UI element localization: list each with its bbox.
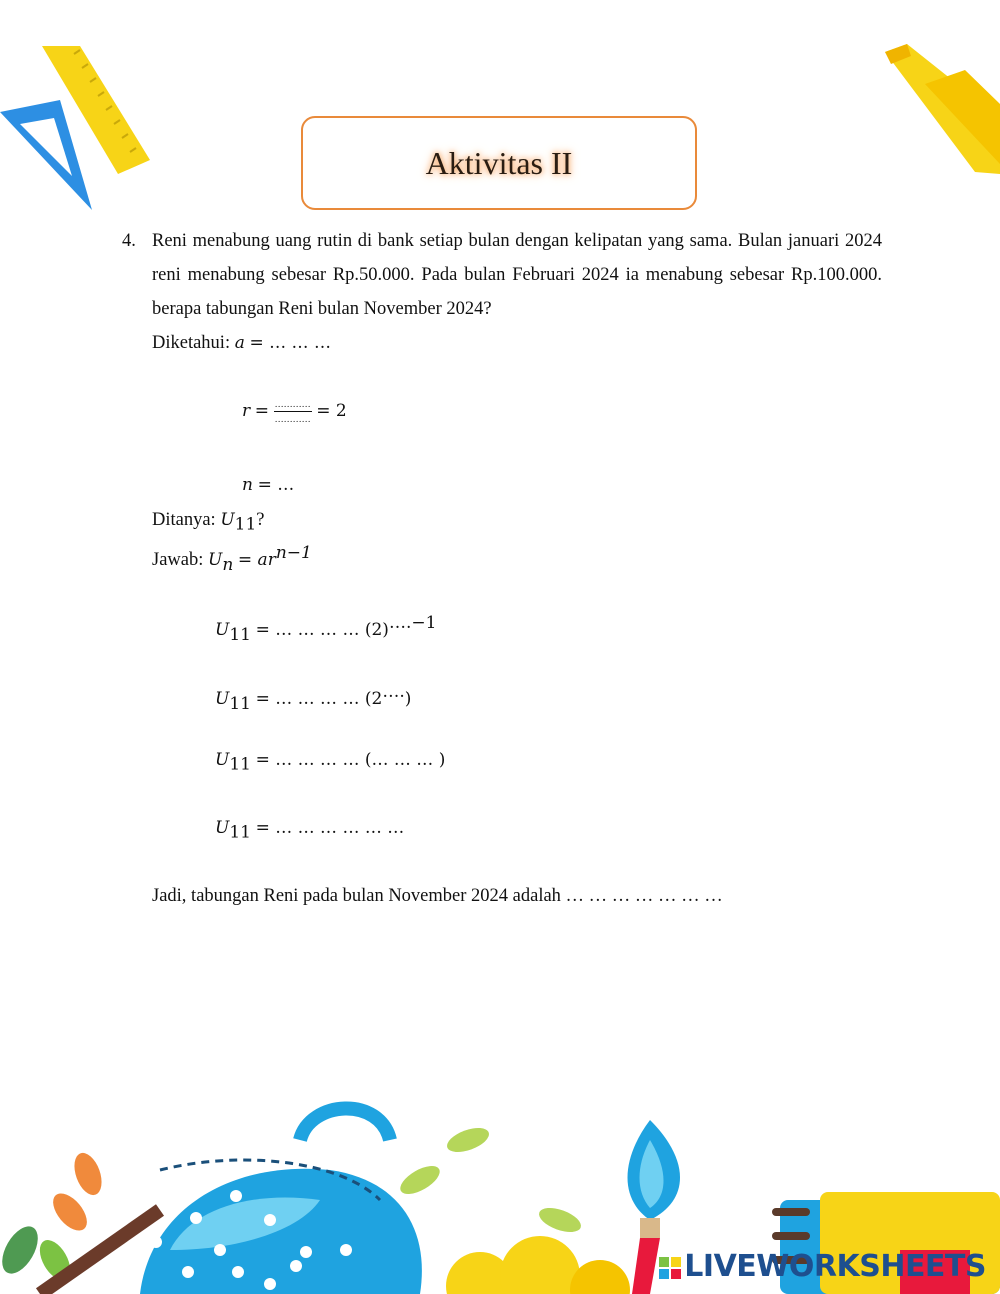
formula-exponent: n−1 bbox=[275, 543, 312, 563]
step-rhs: = … … … … (… … … ) bbox=[255, 750, 446, 770]
step-exponent: ….−1 bbox=[388, 613, 437, 633]
step-row bbox=[215, 811, 404, 850]
step-lhs: U bbox=[215, 818, 230, 838]
step-subscript: 11 bbox=[229, 693, 251, 714]
r-result: = 2 bbox=[316, 401, 347, 421]
known-label: Diketahui: bbox=[152, 333, 231, 353]
n-row bbox=[242, 468, 294, 502]
r-numerator: ………… bbox=[274, 399, 312, 412]
formula-lhs: U bbox=[208, 550, 223, 571]
step-subscript: 11 bbox=[229, 822, 251, 843]
r-fraction bbox=[274, 399, 312, 424]
answer-label: Jawab: bbox=[152, 550, 204, 571]
step-lhs: U bbox=[215, 750, 230, 770]
logo-text: LIVEWORKSHEETS bbox=[684, 1249, 986, 1284]
asked-label: Ditanya: bbox=[152, 510, 216, 530]
r-row bbox=[242, 394, 347, 428]
title-box bbox=[301, 116, 697, 210]
step-rhs: = … … … … … … bbox=[255, 818, 405, 838]
n-variable: n bbox=[242, 475, 253, 495]
conclusion-text: Jadi, tabungan Reni pada bulan November 2024 adalah … … … … … … … bbox=[152, 886, 723, 906]
step-row bbox=[215, 675, 411, 721]
step-rhs: = … … … … (2) bbox=[255, 620, 389, 641]
formula-subscript: n bbox=[222, 554, 234, 575]
a-variable: a bbox=[234, 333, 245, 353]
a-value: = … … … bbox=[249, 333, 331, 353]
formula-rhs: = ar bbox=[237, 550, 276, 571]
asked-subscript: 11 bbox=[234, 514, 257, 535]
asked-variable: U bbox=[220, 510, 235, 530]
step-subscript: 11 bbox=[229, 624, 251, 645]
liveworksheets-logo bbox=[659, 1249, 986, 1284]
step-subscript: 11 bbox=[229, 754, 251, 775]
step-tail: ) bbox=[404, 689, 412, 710]
highlighter-illustration bbox=[885, 44, 1000, 174]
r-equals: = bbox=[254, 401, 270, 421]
step-lhs: U bbox=[215, 689, 230, 710]
step-row bbox=[215, 606, 436, 652]
known-row bbox=[152, 326, 331, 360]
r-denominator: ………… bbox=[274, 414, 311, 425]
n-value: = … bbox=[257, 475, 295, 495]
step-exponent: …. bbox=[382, 682, 405, 702]
step-lhs: U bbox=[215, 620, 230, 641]
ruler-triangle-illustration bbox=[0, 40, 160, 220]
problem-text: Reni menabung uang rutin di bank setiap bulan dengan kelipatan yang sama. Bulan januari 2024 reni menabung sebesar Rp.50.000. Pada bulan Februari 2024 ia menabung sebesar Rp.100.000. berapa tabungan Reni bulan November 2024? bbox=[152, 231, 882, 319]
asked-suffix: ? bbox=[256, 510, 265, 530]
step-row bbox=[215, 743, 445, 782]
answer-formula-row bbox=[152, 536, 312, 582]
problem-number: 4. bbox=[122, 231, 136, 251]
page-title: Aktivitas II bbox=[425, 144, 573, 181]
r-variable: r bbox=[242, 401, 251, 421]
step-rhs: = … … … … (2 bbox=[255, 689, 383, 710]
liveworksheets-badge-icon bbox=[659, 1257, 681, 1279]
